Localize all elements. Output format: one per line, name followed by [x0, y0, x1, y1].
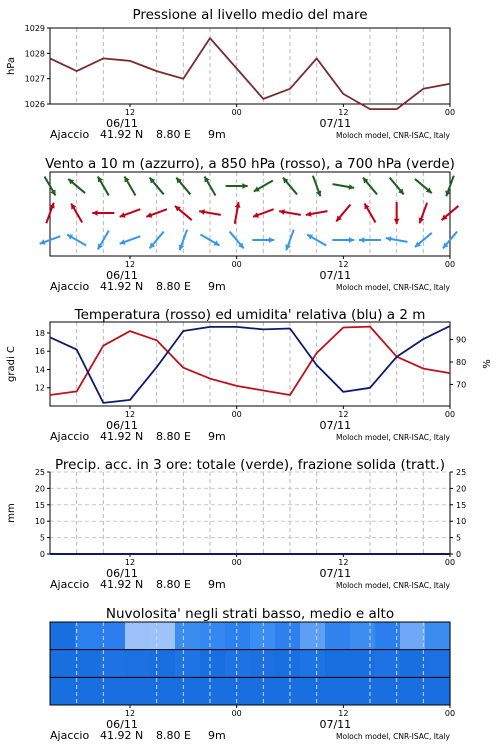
y2-tick-label: 15 [456, 500, 467, 510]
x-tick-label: 12 [124, 260, 136, 269]
chart-title: Nuvolosita' negli strati basso, medio e alto [105, 606, 395, 622]
date-label: 07/11 [319, 117, 352, 130]
location-lon: 8.80 E [156, 128, 191, 141]
cloud-cell [200, 622, 226, 650]
x-tick-label: 00 [231, 709, 242, 718]
cloud-cell [425, 677, 451, 705]
location-lon: 8.80 E [156, 430, 191, 443]
date-label: 07/11 [319, 419, 352, 432]
cloud-cell [325, 650, 351, 678]
y-tick-label: 16 [34, 347, 45, 357]
y-tick-label: 18 [34, 328, 45, 338]
cloud-cell [175, 650, 201, 678]
model-credit: Moloch model, CNR-ISAC, Italy [336, 131, 450, 140]
location-name: Ajaccio [50, 578, 90, 591]
cloud-cell [225, 677, 251, 705]
cloud-cell [50, 622, 76, 650]
cloud-cell [100, 622, 126, 650]
cloud-cell [425, 622, 451, 650]
y-tick-label: 15 [34, 500, 45, 510]
cloud-cell [350, 622, 376, 650]
cloud-cell [300, 650, 326, 678]
location-lat: 41.92 N [100, 280, 144, 293]
cloud-cell [400, 650, 426, 678]
x-tick-label: 00 [444, 558, 456, 567]
x-tick-label: 12 [338, 558, 349, 567]
model-credit: Moloch model, CNR-ISAC, Italy [336, 433, 450, 442]
x-tick-label: 00 [231, 410, 242, 419]
cloud-cell [300, 677, 326, 705]
wind-arrow [71, 203, 82, 222]
y-axis-label: gradi C [6, 346, 17, 382]
date-label: 06/11 [106, 117, 138, 130]
wind-arrow-head [269, 237, 274, 243]
x-tick-label: 00 [444, 108, 456, 117]
x-tick-label: 12 [124, 558, 136, 567]
location-alt: 9m [208, 578, 226, 591]
y-tick-label: 12 [34, 383, 45, 393]
wind-arrow [179, 230, 187, 251]
x-tick-label: 00 [444, 709, 456, 718]
x-tick-label: 00 [231, 260, 242, 269]
location-alt: 9m [208, 280, 226, 293]
y-axis-label: hPa [6, 56, 17, 76]
y-tick-label: 20 [34, 484, 45, 494]
wind-arrow-head [92, 210, 97, 216]
y2-tick-label: 70 [456, 380, 467, 390]
plot-frame [50, 28, 450, 104]
location-lon: 8.80 E [156, 280, 191, 293]
location-alt: 9m [208, 729, 226, 742]
y-tick-label: 10 [34, 517, 45, 527]
location-lon: 8.80 E [156, 578, 191, 591]
wind-arrow [313, 176, 321, 197]
location-lat: 41.92 N [100, 128, 144, 141]
cloud-cell [275, 677, 301, 705]
y-tick-label: 1027 [24, 74, 45, 84]
cloud-cell [400, 677, 426, 705]
location-lat: 41.92 N [100, 729, 144, 742]
cloud-cell [75, 677, 101, 705]
wind-arrow-head [242, 183, 247, 189]
model-credit: Moloch model, CNR-ISAC, Italy [336, 732, 450, 741]
date-label: 06/11 [106, 567, 138, 580]
cloud-cell [425, 650, 451, 678]
location-name: Ajaccio [50, 729, 90, 742]
cloud-cell [275, 650, 301, 678]
temp_rh-series-1-line [50, 326, 450, 403]
chart-title: Vento a 10 m (azzurro), a 850 hPa (rosso), a 700 hPa (verde) [45, 156, 455, 172]
date-label: 07/11 [319, 269, 352, 282]
wind-arrow [120, 209, 141, 217]
y-tick-label: 14 [34, 365, 45, 375]
cloud-cell [150, 622, 176, 650]
wind-arrow-head [359, 237, 364, 243]
wind-arrow [120, 236, 141, 244]
wind-arrow [235, 202, 241, 224]
cloud-cell [225, 650, 251, 678]
y2-tick-label: 25 [456, 468, 467, 477]
location-alt: 9m [208, 430, 226, 443]
date-label: 06/11 [106, 718, 138, 731]
cloud-cell [75, 622, 101, 650]
cloud-cell [275, 622, 301, 650]
wind-arrow [394, 202, 400, 224]
location-name: Ajaccio [50, 280, 90, 293]
x-tick-label: 12 [124, 709, 136, 718]
model-credit: Moloch model, CNR-ISAC, Italy [336, 283, 450, 292]
wind-arrow [365, 203, 376, 222]
y-tick-label: 1026 [24, 100, 45, 109]
location-name: Ajaccio [50, 430, 90, 443]
cloud-cell [200, 650, 226, 678]
cloud-cell [175, 622, 201, 650]
x-tick-label: 12 [338, 260, 349, 269]
y-tick-label: 25 [34, 468, 45, 477]
cloud-cell [150, 650, 176, 678]
cloud-cell [125, 650, 151, 678]
cloud-cell [350, 677, 376, 705]
wind-arrow [333, 184, 355, 190]
date-label: 06/11 [106, 269, 138, 282]
date-label: 07/11 [319, 718, 352, 731]
cloud-cell [225, 622, 251, 650]
y2-tick-label: 80 [456, 357, 467, 367]
model-credit: Moloch model, CNR-ISAC, Italy [336, 581, 450, 590]
y2-tick-label: 0 [456, 550, 462, 559]
cloud-cell [250, 622, 276, 650]
date-label: 06/11 [106, 419, 138, 432]
y2-tick-label: 90 [456, 335, 467, 345]
cloud-cell [125, 677, 151, 705]
cloud-cell [325, 677, 351, 705]
temp_rh-series-0-line [50, 327, 450, 395]
x-tick-label: 12 [124, 108, 136, 117]
y2-tick-label: 20 [456, 484, 467, 494]
location-alt: 9m [208, 128, 226, 141]
cloud-cell [150, 677, 176, 705]
x-tick-label: 12 [124, 410, 136, 419]
cloud-cell [100, 650, 126, 678]
location-lat: 41.92 N [100, 430, 144, 443]
location-lat: 41.92 N [100, 578, 144, 591]
wind-arrow [336, 205, 350, 222]
chart-title: Temperatura (rosso) ed umidita' relativa (blu) a 2 m [74, 307, 426, 323]
wind-arrow-head [349, 237, 354, 243]
cloud-cell [400, 622, 426, 650]
y-axis-label: mm [6, 503, 17, 523]
wind-arrow [332, 237, 354, 243]
cloud-cell [100, 677, 126, 705]
y2-tick-label: 10 [456, 517, 467, 527]
wind-arrow [419, 203, 427, 224]
cloud-cell [325, 622, 351, 650]
cloud-cell [175, 677, 201, 705]
x-tick-label: 00 [231, 558, 242, 567]
wind-arrow [98, 230, 109, 249]
date-label: 07/11 [319, 567, 352, 580]
x-tick-label: 00 [231, 108, 242, 117]
wind-arrow [125, 176, 136, 195]
cloud-cell [125, 622, 151, 650]
x-tick-label: 12 [338, 108, 349, 117]
location-name: Ajaccio [50, 128, 90, 141]
cloud-cell [350, 650, 376, 678]
y-tick-label: 1028 [24, 49, 45, 59]
cloud-cell [300, 622, 326, 650]
cloud-cell [200, 677, 226, 705]
x-tick-label: 12 [338, 709, 349, 718]
cloud-cell [50, 650, 76, 678]
chart-title: Pressione al livello medio del mare [132, 7, 368, 23]
x-tick-label: 12 [338, 410, 349, 419]
wind-arrow [285, 230, 293, 251]
y-tick-label: 5 [39, 533, 45, 543]
y-tick-label: 1029 [24, 24, 45, 33]
x-tick-label: 00 [444, 260, 456, 269]
wind-arrow-head [394, 219, 400, 224]
location-lon: 8.80 E [156, 729, 191, 742]
x-tick-label: 00 [444, 410, 456, 419]
y-tick-label: 0 [39, 550, 45, 559]
cloud-cell [250, 677, 276, 705]
cloud-cell [250, 650, 276, 678]
y2-tick-label: 5 [456, 533, 462, 543]
chart-title: Precip. acc. in 3 ore: totale (verde), frazione solida (tratt.) [55, 457, 445, 473]
cloud-cell [75, 650, 101, 678]
cloud-cell [50, 677, 76, 705]
y2-axis-label: % [482, 359, 493, 369]
pressure-series-0-line [50, 38, 450, 109]
